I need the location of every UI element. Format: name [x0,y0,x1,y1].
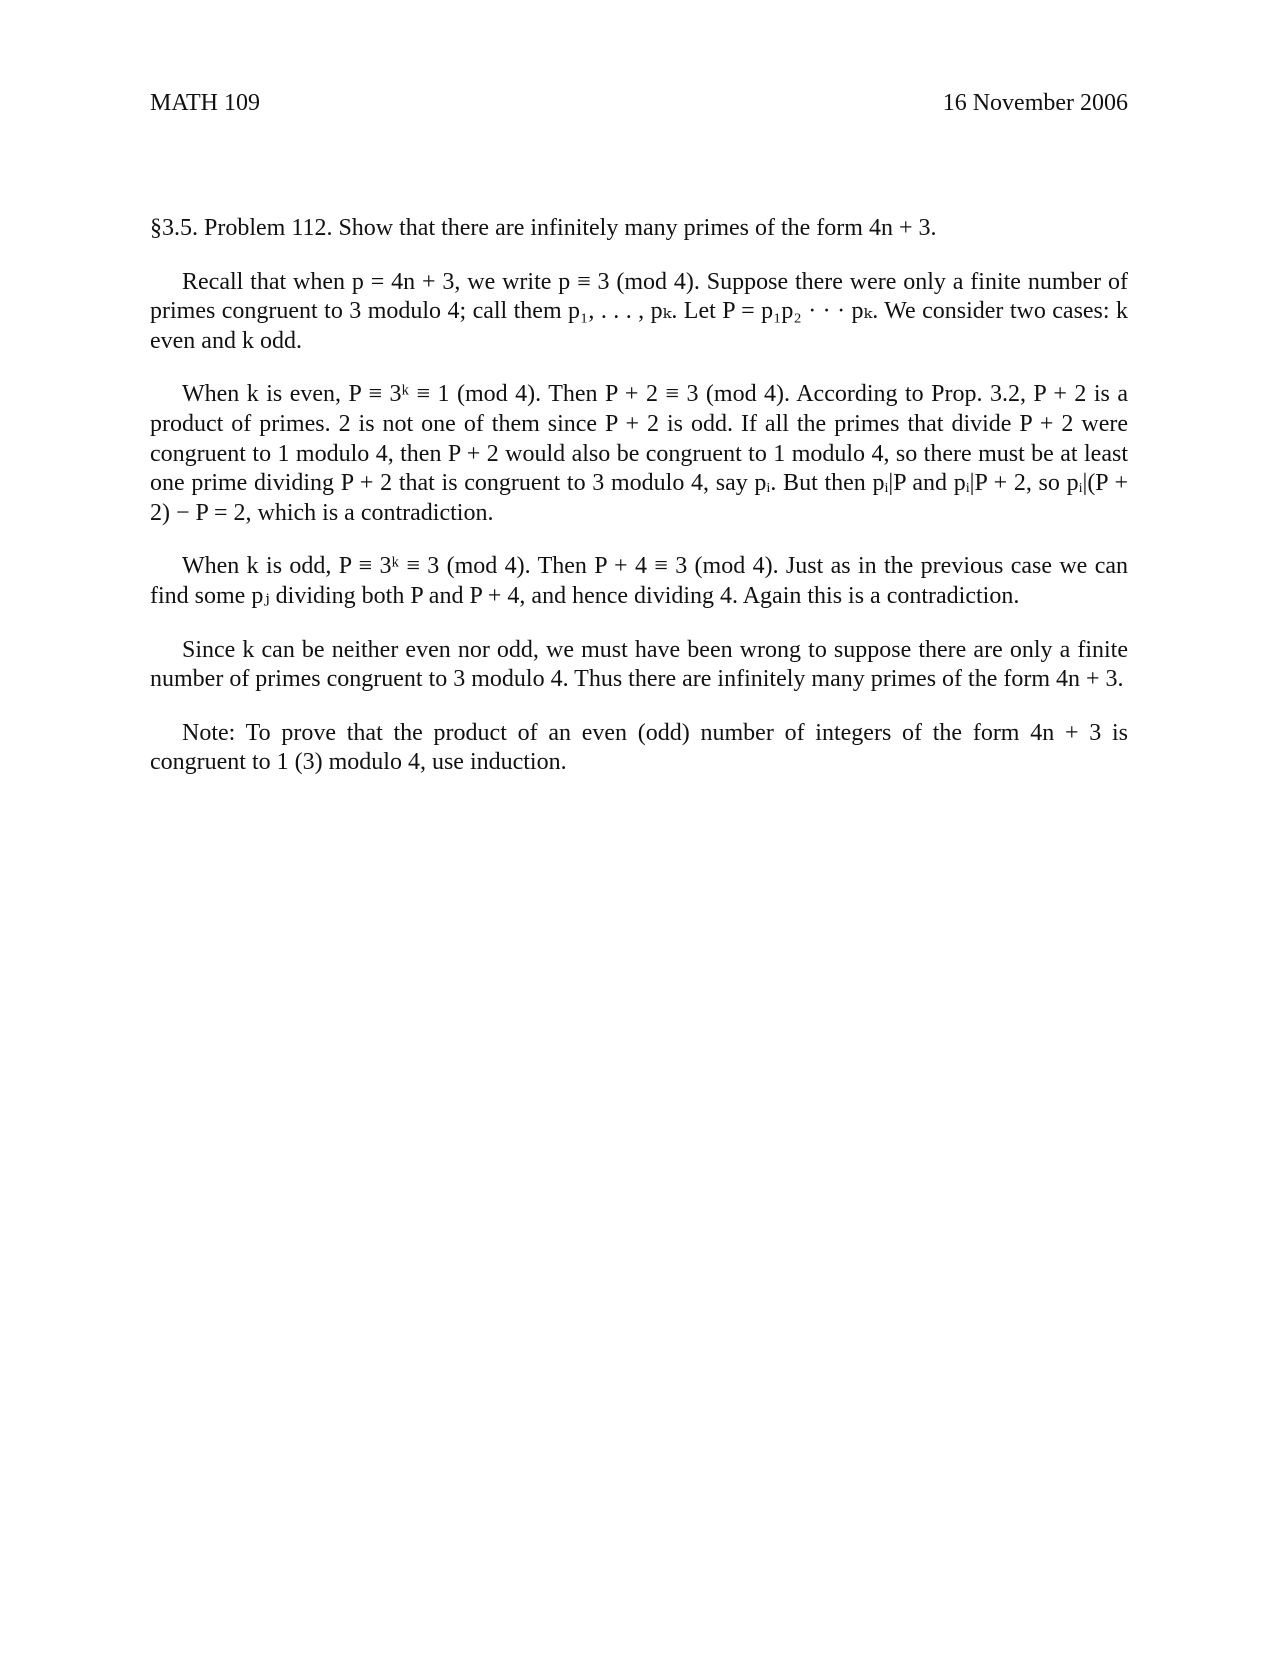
paragraph-note: Note: To prove that the product of an even (odd) number of integers of the form 4n + 3 is congruent to 1 (3) modulo 4, use induction. [150,719,1128,776]
course-title: MATH 109 [150,90,261,116]
page-header [150,88,1128,118]
document-body [150,214,1128,778]
paragraph-conclusion: Since k can be neither even nor odd, we must have been wrong to suppose there are only a finite number of primes congruent to 3 modulo 4. Thus there are infinitely many primes of the form 4n + 3. [150,636,1128,693]
paragraph-even-case: When k is even, P ≡ 3ᵏ ≡ 1 (mod 4). Then P + 2 ≡ 3 (mod 4). According to Prop. 3.2, P + 2 is a product of primes. 2 is not one of them since P + 2 is odd. If all the primes that divide P + 2 were congruent to 1 modulo 4, then P + 2 would also be congruent to 1 modulo 4, so there must be at least one prime dividing P + 2 that is congruent to 3 modulo 4, say pᵢ. But then pᵢ|P and pᵢ|P + 2, so pᵢ|(P + 2) − P = 2, which is a contradiction. [150,381,1128,526]
problem-statement: §3.5. Problem 112. Show that there are infinitely many primes of the form 4n + 3. [150,215,937,241]
header-date: 16 November 2006 [942,90,1128,116]
paragraph-setup: Recall that when p = 4n + 3, we write p ≡ 3 (mod 4). Suppose there were only a finite number of primes congruent to 3 modulo 4; call them p₁, . . . , pₖ. Let P = p₁p₂ · · · pₖ. We consider two cases: k even and k odd. [150,268,1128,354]
document-page [150,88,1128,778]
paragraph-odd-case: When k is odd, P ≡ 3ᵏ ≡ 3 (mod 4). Then P + 4 ≡ 3 (mod 4). Just as in the previous case we can find some pⱼ dividing both P and P + 4, and hence dividing 4. Again this is a contradiction. [150,553,1128,609]
